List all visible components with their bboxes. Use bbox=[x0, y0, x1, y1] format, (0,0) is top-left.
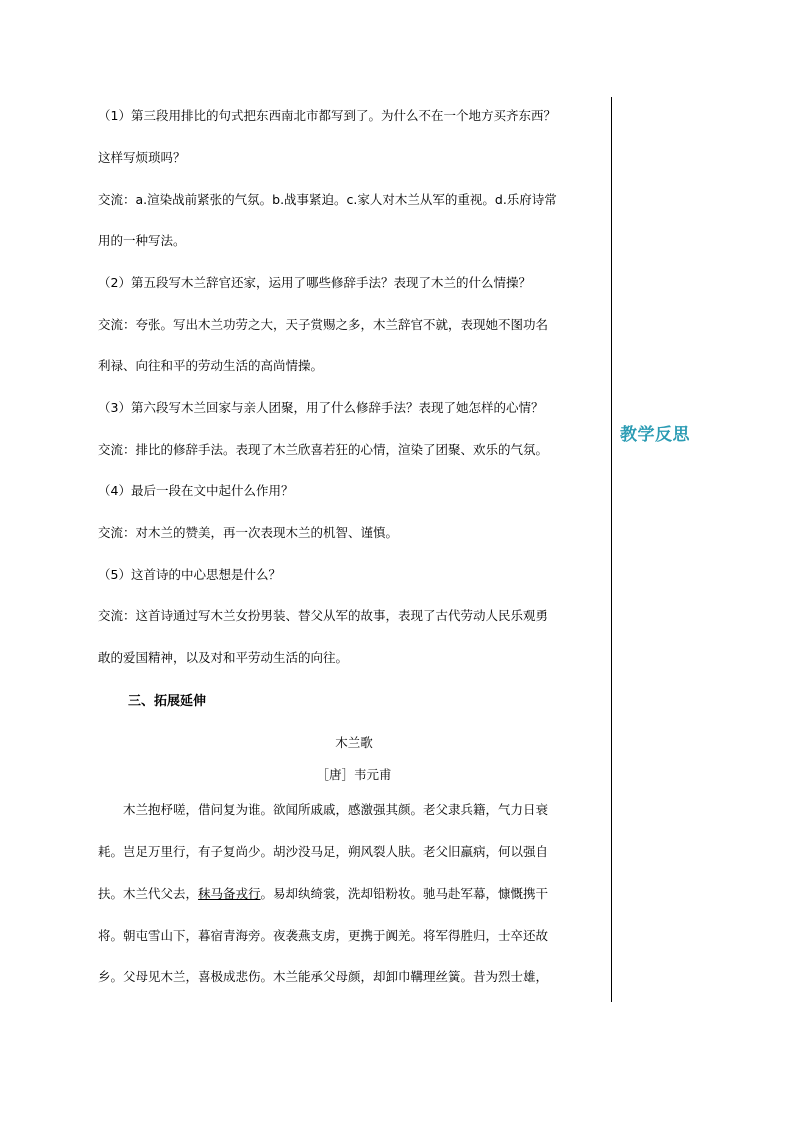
column-divider bbox=[611, 97, 612, 1002]
answer-4: 交流：对木兰的赞美，再一次表现木兰的机智、谨慎。 bbox=[98, 525, 399, 540]
poem-line-4: 将。朝屯雪山下，暮宿青海旁。夜袭燕支虏，更携于阗羌。将军得胜归，士卒还故 bbox=[98, 928, 549, 943]
section-heading: 三、拓展延伸 bbox=[128, 694, 207, 709]
poem-line-1 bbox=[98, 800, 610, 818]
poem-line-1-text: 木兰抱杼嗟，借问复为谁。欲闻所戚戚，感激强其颜。老父隶兵籍，气力日衰 bbox=[123, 802, 549, 817]
question-5: （5）这首诗的中心思想是什么？ bbox=[98, 567, 281, 582]
answer-2-cont: 利禄、向往和平的劳动生活的高尚情操。 bbox=[98, 358, 324, 373]
answer-5: 交流：这首诗通过写木兰女扮男装、替父从军的故事，表现了古代劳动人民乐观勇 bbox=[98, 608, 549, 623]
answer-3: 交流：排比的修辞手法。表现了木兰欣喜若狂的心情，渲染了团聚、欢乐的气氛。 bbox=[98, 442, 549, 457]
question-1: （1）第三段用排比的句式把东西南北市都写到了。为什么不在一个地方买齐东西？ bbox=[98, 108, 556, 123]
poem-underlined-phrase: 秣马备戎行 bbox=[198, 886, 261, 901]
answer-5-cont: 敢的爱国精神，以及对和平劳动生活的向往。 bbox=[98, 650, 349, 665]
question-2: （2）第五段写木兰辞官还家，运用了哪些修辞手法？表现了木兰的什么情操？ bbox=[98, 275, 531, 290]
answer-1: 交流：a.渲染战前紧张的气氛。b.战事紧迫。c.家人对木兰从军的重视。d.乐府诗常 bbox=[98, 192, 557, 207]
poem-line-5: 乡。父母见木兰，喜极成悲伤。木兰能承父母颜，却卸巾鞲理丝簧。昔为烈士雄， bbox=[98, 969, 549, 984]
question-4: （4）最后一段在文中起什么作用？ bbox=[98, 483, 294, 498]
question-3: （3）第六段写木兰回家与亲人团聚，用了什么修辞手法？表现了她怎样的心情？ bbox=[98, 400, 544, 415]
poem-line-3-end: 。易却纨绮裳，洗却铅粉妆。驰马赴军幕，慷慨携干 bbox=[260, 886, 549, 901]
answer-1-cont: 用的一种写法。 bbox=[98, 233, 186, 248]
poem-line-3 bbox=[98, 884, 610, 902]
poem-title: 木兰歌 bbox=[335, 735, 373, 750]
poem-line-2: 耗。岂足万里行，有子复尚少。胡沙没马足，朔风裂人肤。老父旧羸病，何以强自 bbox=[98, 844, 549, 859]
question-1-cont: 这样写烦琐吗？ bbox=[98, 150, 186, 165]
poem-author: ［唐］韦元甫 bbox=[316, 767, 392, 782]
teaching-reflection-title: 教学反思 bbox=[620, 425, 690, 445]
answer-2: 交流：夸张。写出木兰功劳之大，天子赏赐之多，木兰辞官不就，表现她不图功名 bbox=[98, 317, 549, 332]
poem-line-3-start: 扶。木兰代父去， bbox=[98, 886, 199, 901]
